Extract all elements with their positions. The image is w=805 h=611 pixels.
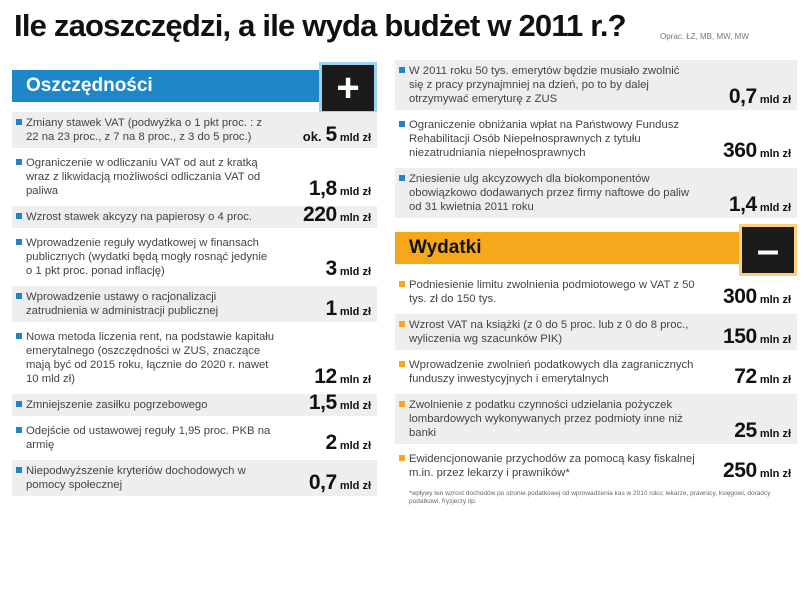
list-item: [395, 168, 797, 218]
amount-unit: mld zł: [339, 266, 371, 278]
list-item: [12, 152, 377, 202]
list-item: [395, 314, 797, 350]
amount-value: 12: [314, 365, 337, 388]
amount-value: 1,4: [728, 193, 757, 216]
amount-unit: mln zł: [759, 374, 791, 386]
expenses-list: [395, 274, 797, 484]
footnote: *wpływy ten wzrost dochodów po stronie podatkowej od wprowadzenia kas w 2010 roku; lekarze, prawnicy, księgowi, doradcy podatkowi, fryzjerzy itp.: [409, 490, 771, 505]
bullet-square-icon: [399, 67, 405, 73]
savings-right-list: [395, 60, 797, 218]
amount-unit: mln zł: [759, 148, 791, 160]
expenses-header: [395, 224, 797, 272]
item-amount: [722, 459, 791, 482]
savings-header: [12, 62, 377, 110]
list-item: [12, 112, 377, 148]
item-amount: [308, 177, 371, 200]
item-description: Odejście od ustawowej reguły 1,95 proc. PKB na armię: [26, 425, 271, 451]
item-description: Zwolnienie z podatku czynności udzielania pożyczek lombardowych wykonywanych przez podmioty inne niż banki: [409, 399, 683, 439]
amount-value: 5: [325, 123, 337, 146]
amount-prefix: ok.: [302, 129, 322, 144]
item-description: Zmiany stawek VAT (podwyżka o 1 pkt proc. : z 22 na 23 proc., z 7 na 8 proc., z 3 do 5 proc.): [26, 117, 263, 143]
page-title: Ile zaoszczędzi, a ile wyda budżet w 2011 r.?: [14, 8, 626, 43]
item-description: Nowa metoda liczenia rent, na podstawie kapitału emerytalnego (oszczędności w ZUS, znaczące mają być od 2015 roku, łącznie do 2020 r. nawet 10 mld zł): [26, 331, 275, 385]
list-item: [12, 420, 377, 456]
amount-unit: mld zł: [339, 400, 371, 412]
list-item: [12, 286, 377, 322]
item-description: Zniesienie ulg akcyzowych dla biokomponentów obowiązkowo dodawanych przez firmy naftowe do paliw od 31 kwietnia 2011 roku: [409, 173, 690, 213]
list-item: [395, 274, 797, 310]
item-description: W 2011 roku 50 tys. emerytów będzie musiało zwolnić się z pracy przynajmniej na dzień, po to by dalej otrzymywać emeryturę z ZUS: [409, 65, 680, 105]
list-item: [12, 232, 377, 282]
list-item: [395, 354, 797, 390]
amount-value: 250: [722, 459, 757, 482]
amount-unit: mld zł: [759, 202, 791, 214]
item-amount: [722, 139, 791, 162]
amount-unit: mld zł: [339, 132, 371, 144]
list-item: [395, 114, 797, 164]
bullet-square-icon: [16, 239, 22, 245]
amount-unit: mln zł: [759, 294, 791, 306]
bullet-square-icon: [16, 427, 22, 433]
item-amount: [728, 193, 791, 216]
amount-value: 1,5: [308, 391, 337, 414]
item-description: Wzrost VAT na książki (z 0 do 5 proc. lub z 0 do 8 proc., wyliczenia wg szacunków PIK): [409, 319, 689, 345]
list-item: [12, 203, 377, 228]
amount-value: 300: [722, 285, 757, 308]
savings-heading: Oszczędności: [12, 70, 331, 102]
bullet-square-icon: [399, 121, 405, 127]
amount-unit: mln zł: [759, 334, 791, 346]
amount-value: 0,7: [308, 471, 337, 494]
amount-value: 1,8: [308, 177, 337, 200]
bullet-square-icon: [399, 175, 405, 181]
item-amount: [325, 297, 371, 320]
item-description: Niepodwyższenie kryteriów dochodowych w pomocy społecznej: [26, 465, 246, 491]
bullet-square-icon: [399, 281, 405, 287]
amount-value: 1: [325, 297, 337, 320]
bullet-square-icon: [399, 321, 405, 327]
item-amount: [308, 391, 371, 414]
item-amount: [314, 365, 371, 388]
bullet-square-icon: [16, 159, 22, 165]
bullet-square-icon: [399, 401, 405, 407]
minus-icon: –: [739, 224, 797, 276]
plus-icon: +: [319, 62, 377, 114]
item-description: Wprowadzenie reguły wydatkowej w finansach publicznych (wydatki będą mogły rosnąć jedynie o 1 pkt proc. ponad inflację): [26, 237, 268, 277]
amount-value: 220: [302, 203, 337, 226]
item-amount: [325, 257, 371, 280]
amount-value: 150: [722, 325, 757, 348]
amount-value: 2: [325, 431, 337, 454]
item-amount: [722, 325, 791, 348]
amount-unit: mld zł: [339, 306, 371, 318]
amount-value: 3: [325, 257, 337, 280]
item-description: Ograniczenie obniżania wpłat na Państwowy Fundusz Rehabilitacji Osób Niepełnosprawnych z tytułu niezatrudniania niepełnosprawnych: [409, 119, 680, 159]
list-item: [395, 448, 797, 484]
item-description: Wzrost stawek akcyzy na papierosy o 4 proc.: [26, 211, 253, 223]
savings-column: [12, 62, 377, 500]
bullet-square-icon: [16, 467, 22, 473]
amount-unit: mld zł: [339, 480, 371, 492]
list-item: [12, 391, 377, 416]
amount-value: 72: [734, 365, 757, 388]
bullet-square-icon: [399, 361, 405, 367]
bullet-square-icon: [16, 119, 22, 125]
amount-unit: mld zł: [759, 94, 791, 106]
bullet-square-icon: [399, 455, 405, 461]
list-item: [12, 326, 377, 390]
amount-value: 25: [734, 419, 757, 442]
amount-value: 0,7: [728, 85, 757, 108]
expenses-heading: Wydatki: [395, 232, 751, 264]
bullet-square-icon: [16, 401, 22, 407]
item-amount: [722, 285, 791, 308]
amount-unit: mld zł: [339, 186, 371, 198]
list-item: [12, 460, 377, 496]
item-description: Podniesienie limitu zwolnienia podmiotowego w VAT z 50 tys. zł do 150 tys.: [409, 279, 695, 305]
amount-unit: mln zł: [339, 212, 371, 224]
item-amount: [300, 123, 371, 146]
source-note: Oprac. ŁZ, MB, MW, MW: [660, 32, 749, 41]
savings-list: [12, 112, 377, 496]
item-description: Zmniejszenie zasiłku pogrzebowego: [26, 399, 208, 411]
item-amount: [734, 365, 791, 388]
amount-unit: mld zł: [339, 440, 371, 452]
item-amount: [302, 203, 371, 226]
list-item: [395, 394, 797, 444]
item-amount: [728, 85, 791, 108]
list-item: [395, 60, 797, 110]
item-description: Ewidencjonowanie przychodów za pomocą kasy fiskalnej m.in. przez lekarzy i prawników*: [409, 453, 695, 479]
item-amount: [734, 419, 791, 442]
item-description: Wprowadzenie ustawy o racjonalizacji zatrudnienia w administracji publicznej: [26, 291, 219, 317]
amount-unit: mln zł: [759, 428, 791, 440]
item-description: Wprowadzenie zwolnień podatkowych dla zagranicznych funduszy inwestycyjnych i emerytalnych: [409, 359, 694, 385]
amount-unit: mln zł: [339, 374, 371, 386]
bullet-square-icon: [16, 333, 22, 339]
bullet-square-icon: [16, 293, 22, 299]
item-amount: [308, 471, 371, 494]
right-column: [395, 62, 797, 506]
bullet-square-icon: [16, 213, 22, 219]
amount-value: 360: [722, 139, 757, 162]
item-description: Ograniczenie w odliczaniu VAT od aut z kratką wraz z likwidacją możliwości odliczania VAT od paliwa: [26, 157, 261, 197]
amount-unit: mln zł: [759, 468, 791, 480]
item-amount: [325, 431, 371, 454]
